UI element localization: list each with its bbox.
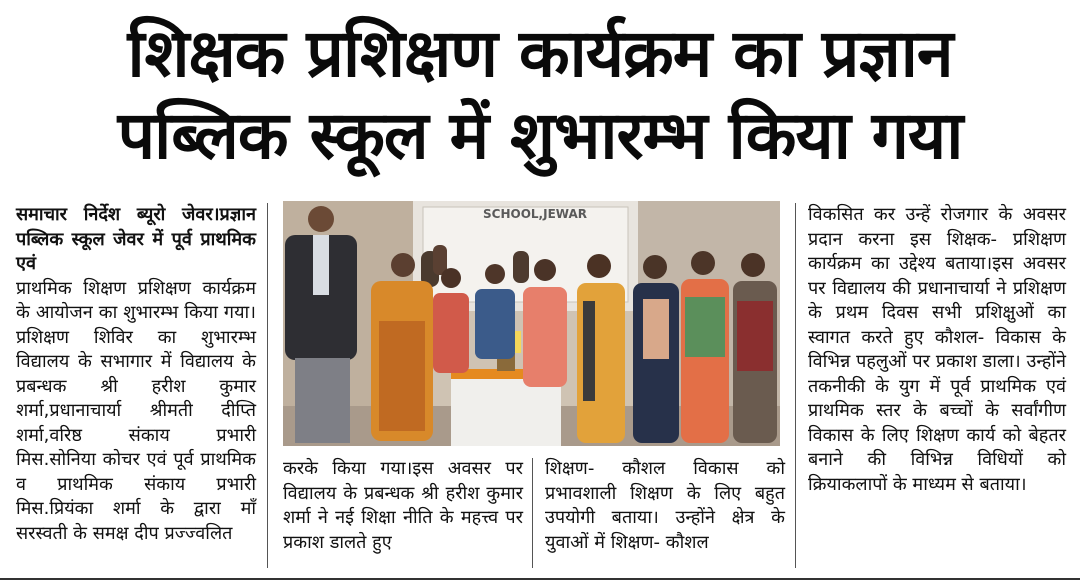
headline-line-1: शिक्षक प्रशिक्षण कार्यक्रम का प्रज्ञान (127, 15, 953, 92)
article-column-1-body: प्राथमिक शिक्षण प्रशिक्षण कार्यक्रम के आयोजन का शुभारम्भ किया गया। प्रशिक्षण शिविर का शुभारम्भ विद्यालय के सभागार में विद्यालय के प्रबन्धक श्री हरीश कुमार शर्मा,प्रधानाचार्या श्रीमती दीप्ति शर्मा,वरिष्ठ संकाय प्रभारी मिस.सोनिया कोचर एवं पूर्व प्राथमिक व प्राथमिक संकाय प्रभारी मिस.प्रियंका शर्मा के द्वारा माँ सरस्वती के समक्ष दीप प्रज्ज्वलित (16, 277, 256, 544)
article-column-4: विकसित कर उन्हें रोजगार के अवसर प्रदान करना इस शिक्षक- प्रशिक्षण कार्यक्रम का उद्देश्य बताया।इस अवसर पर विद्यालय की प्रधानाचार्या ने प्रशिक्षण के प्रथम दिवस सभी प्रशिक्षुओं का स्वागत करते हुए कौशल- विकास के विभिन्न पहलुओं पर प्रकाश डाला। उन्होंने तकनीकी के युग में पूर्व प्राथमिक एवं प्राथमिक स्तर के बच्चों के सर्वांगीण विकास के लिए शिक्षण कार्य को बेहतर बनाने की विभिन्न विधियों को क्रियाकलापों के माध्यम से बताया। (808, 204, 1066, 495)
event-photo (283, 201, 780, 446)
article-column-1 (16, 203, 256, 546)
page-bottom-rule (0, 578, 1080, 580)
event-photo-illustration (283, 201, 780, 446)
column-rule (795, 203, 796, 568)
headline-line-2: पब्लिक स्कूल में शुभारम्भ किया गया (117, 97, 963, 174)
banner-text: SCHOOL,JEWAR (483, 207, 587, 221)
article-lead: समाचार निर्देश ब्यूरो जेवर।प्रज्ञान पब्लिक स्कूल जेवर में पूर्व प्राथमिक एवं (16, 204, 256, 274)
article-column-3: शिक्षण- कौशल विकास को प्रभावशाली शिक्षण के लिए बहुत उपयोगी बताया। उन्होंने क्षेत्र के युवाओं में शिक्षण- कौशल (545, 458, 785, 553)
article-column-2: करके किया गया।इस अवसर पर विद्यालय के प्रबन्धक श्री हरीश कुमार शर्मा ने नई शिक्षा नीति के महत्त्व पर प्रकाश डालते हुए (283, 458, 523, 553)
column-rule (267, 203, 268, 568)
column-rule (532, 458, 533, 568)
